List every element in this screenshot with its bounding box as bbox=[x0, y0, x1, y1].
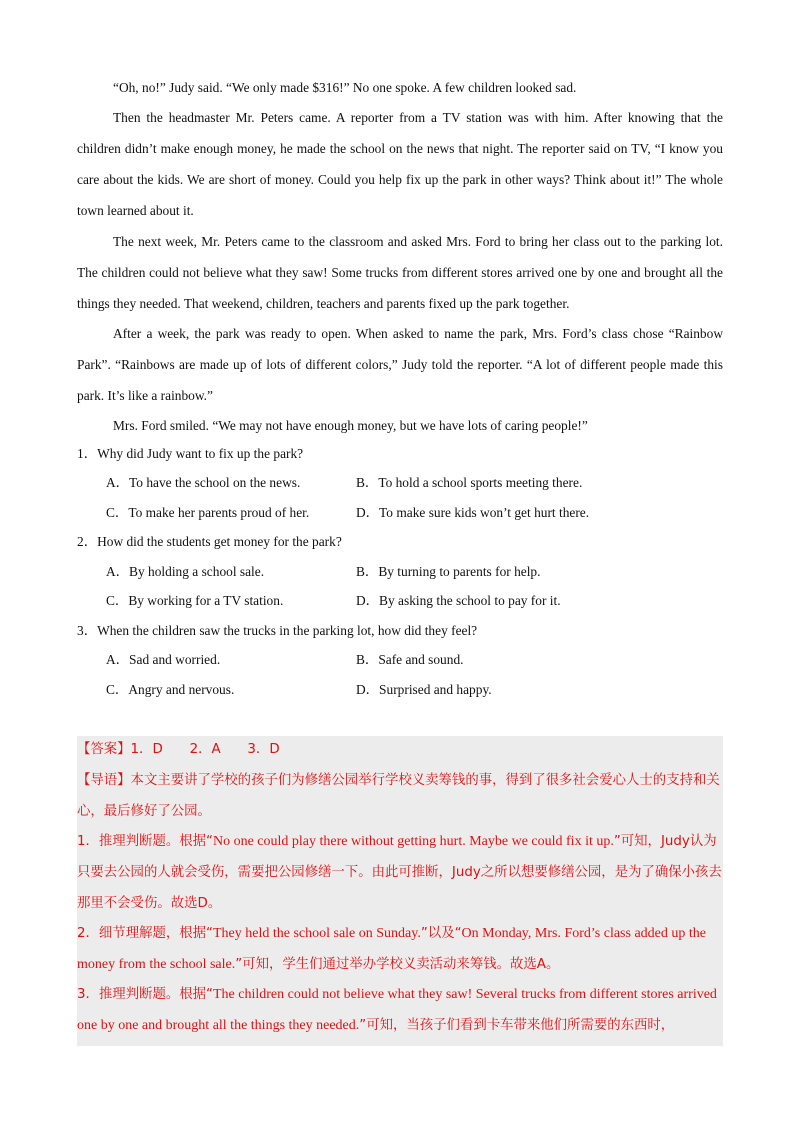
answer-guide: 【导语】本文主要讲了学校的孩子们为修缮公园举行学校义卖筹钱的事，得到了很多社会爱心人士的支持和关心，最后修好了公园。 bbox=[77, 773, 720, 819]
question-3-stem: 3．When the children saw the trucks in the parking lot, how did they feel? bbox=[77, 623, 478, 638]
explanation-3 bbox=[77, 979, 723, 1041]
explanation-1-quote: No one could play there without getting hurt. Maybe we could fix it up. bbox=[212, 834, 614, 849]
question-2-option-d: D．By asking the school to pay for it. bbox=[356, 593, 561, 608]
explanation-2-prefix: 2．细节理解题，根据“ bbox=[77, 926, 213, 941]
passage-paragraph-2: Then the headmaster Mr. Peters came. A reporter from a TV station was with him. After knowing that the children didn’t make enough money, he made the school on the news that night. The reporter said on TV, “I know you care about the kids. We are short of money. Could you help fix up the park in other ways? Think about it!” The whole town learned about it. bbox=[77, 110, 723, 218]
passage-paragraph-4: After a week, the park was ready to open. When asked to name the park, Mrs. Ford’s class chose “Rainbow Park”. “Rainbows are made up of lots of different colors,” Judy told the reporter. “A lot of different people made this park. It’s like a rainbow.” bbox=[77, 326, 723, 403]
question-2-stem: 2．How did the students get money for the park? bbox=[77, 534, 342, 549]
passage-paragraph-1: “Oh, no!” Judy said. “We only made $316!” No one spoke. A few children looked sad. bbox=[113, 80, 577, 95]
question-2-option-c: C．By working for a TV station. bbox=[106, 593, 284, 608]
question-1-stem: 1．Why did Judy want to fix up the park? bbox=[77, 446, 304, 461]
explanation-1 bbox=[77, 826, 723, 919]
question-1-option-c: C．To make her parents proud of her. bbox=[106, 505, 310, 520]
question-2-option-a: A．By holding a school sale. bbox=[106, 564, 265, 579]
question-1-option-a: A．To have the school on the news. bbox=[106, 475, 301, 490]
explanation-3-prefix: 3．推理判断题。根据“ bbox=[77, 987, 213, 1002]
question-1-option-d: D．To make sure kids won’t get hurt there. bbox=[356, 505, 590, 520]
explanation-1-prefix: 1．推理判断题。根据“ bbox=[77, 834, 213, 849]
explanation-2-connector: ”以及“ bbox=[420, 926, 462, 941]
passage-paragraph-5: Mrs. Ford smiled. “We may not have enough money, but we have lots of caring people!” bbox=[113, 418, 588, 433]
question-3-option-b: B．Safe and sound. bbox=[356, 652, 464, 667]
question-3-option-a: A．Sad and worried. bbox=[106, 652, 221, 667]
explanation-3-quote: The children could not believe what they saw! Several trucks from different stores arrived one by one and brought all the things they needed. bbox=[77, 987, 717, 1033]
explanation-2 bbox=[77, 918, 723, 980]
explanation-2-quote-1: They held the school sale on Sunday. bbox=[212, 926, 421, 941]
explanation-2-body: ”可知，学生们通过举办学校义卖活动来筹钱。故选A。 bbox=[235, 957, 560, 972]
answer-key: 【答案】1．D 2．A 3．D bbox=[77, 742, 280, 757]
question-3-option-c: C．Angry and nervous. bbox=[106, 682, 235, 697]
explanation-1-body: ”可知，Judy认为只要去公园的人就会受伤，需要把公园修缮一下。由此可推断，Judy之所以想要修缮公园，是为了确保小孩去那里不会受伤。故选D。 bbox=[77, 834, 722, 911]
explanation-2-quote-2: On Monday, Mrs. Ford’s class added up the money from the school sale. bbox=[77, 926, 706, 972]
passage-paragraph-3: The next week, Mr. Peters came to the classroom and asked Mrs. Ford to bring her class out to the parking lot. The children could not believe what they saw! Some trucks from different stores arrived one by one and brought all the things they needed. That weekend, children, teachers and parents fixed up the park together. bbox=[77, 234, 723, 311]
question-2-option-b: B．By turning to parents for help. bbox=[356, 564, 541, 579]
question-1-option-b: B．To hold a school sports meeting there. bbox=[356, 475, 583, 490]
explanation-3-body: ”可知，当孩子们看到卡车带来他们所需要的东西时， bbox=[359, 1018, 675, 1033]
question-3-option-d: D．Surprised and happy. bbox=[356, 682, 492, 697]
